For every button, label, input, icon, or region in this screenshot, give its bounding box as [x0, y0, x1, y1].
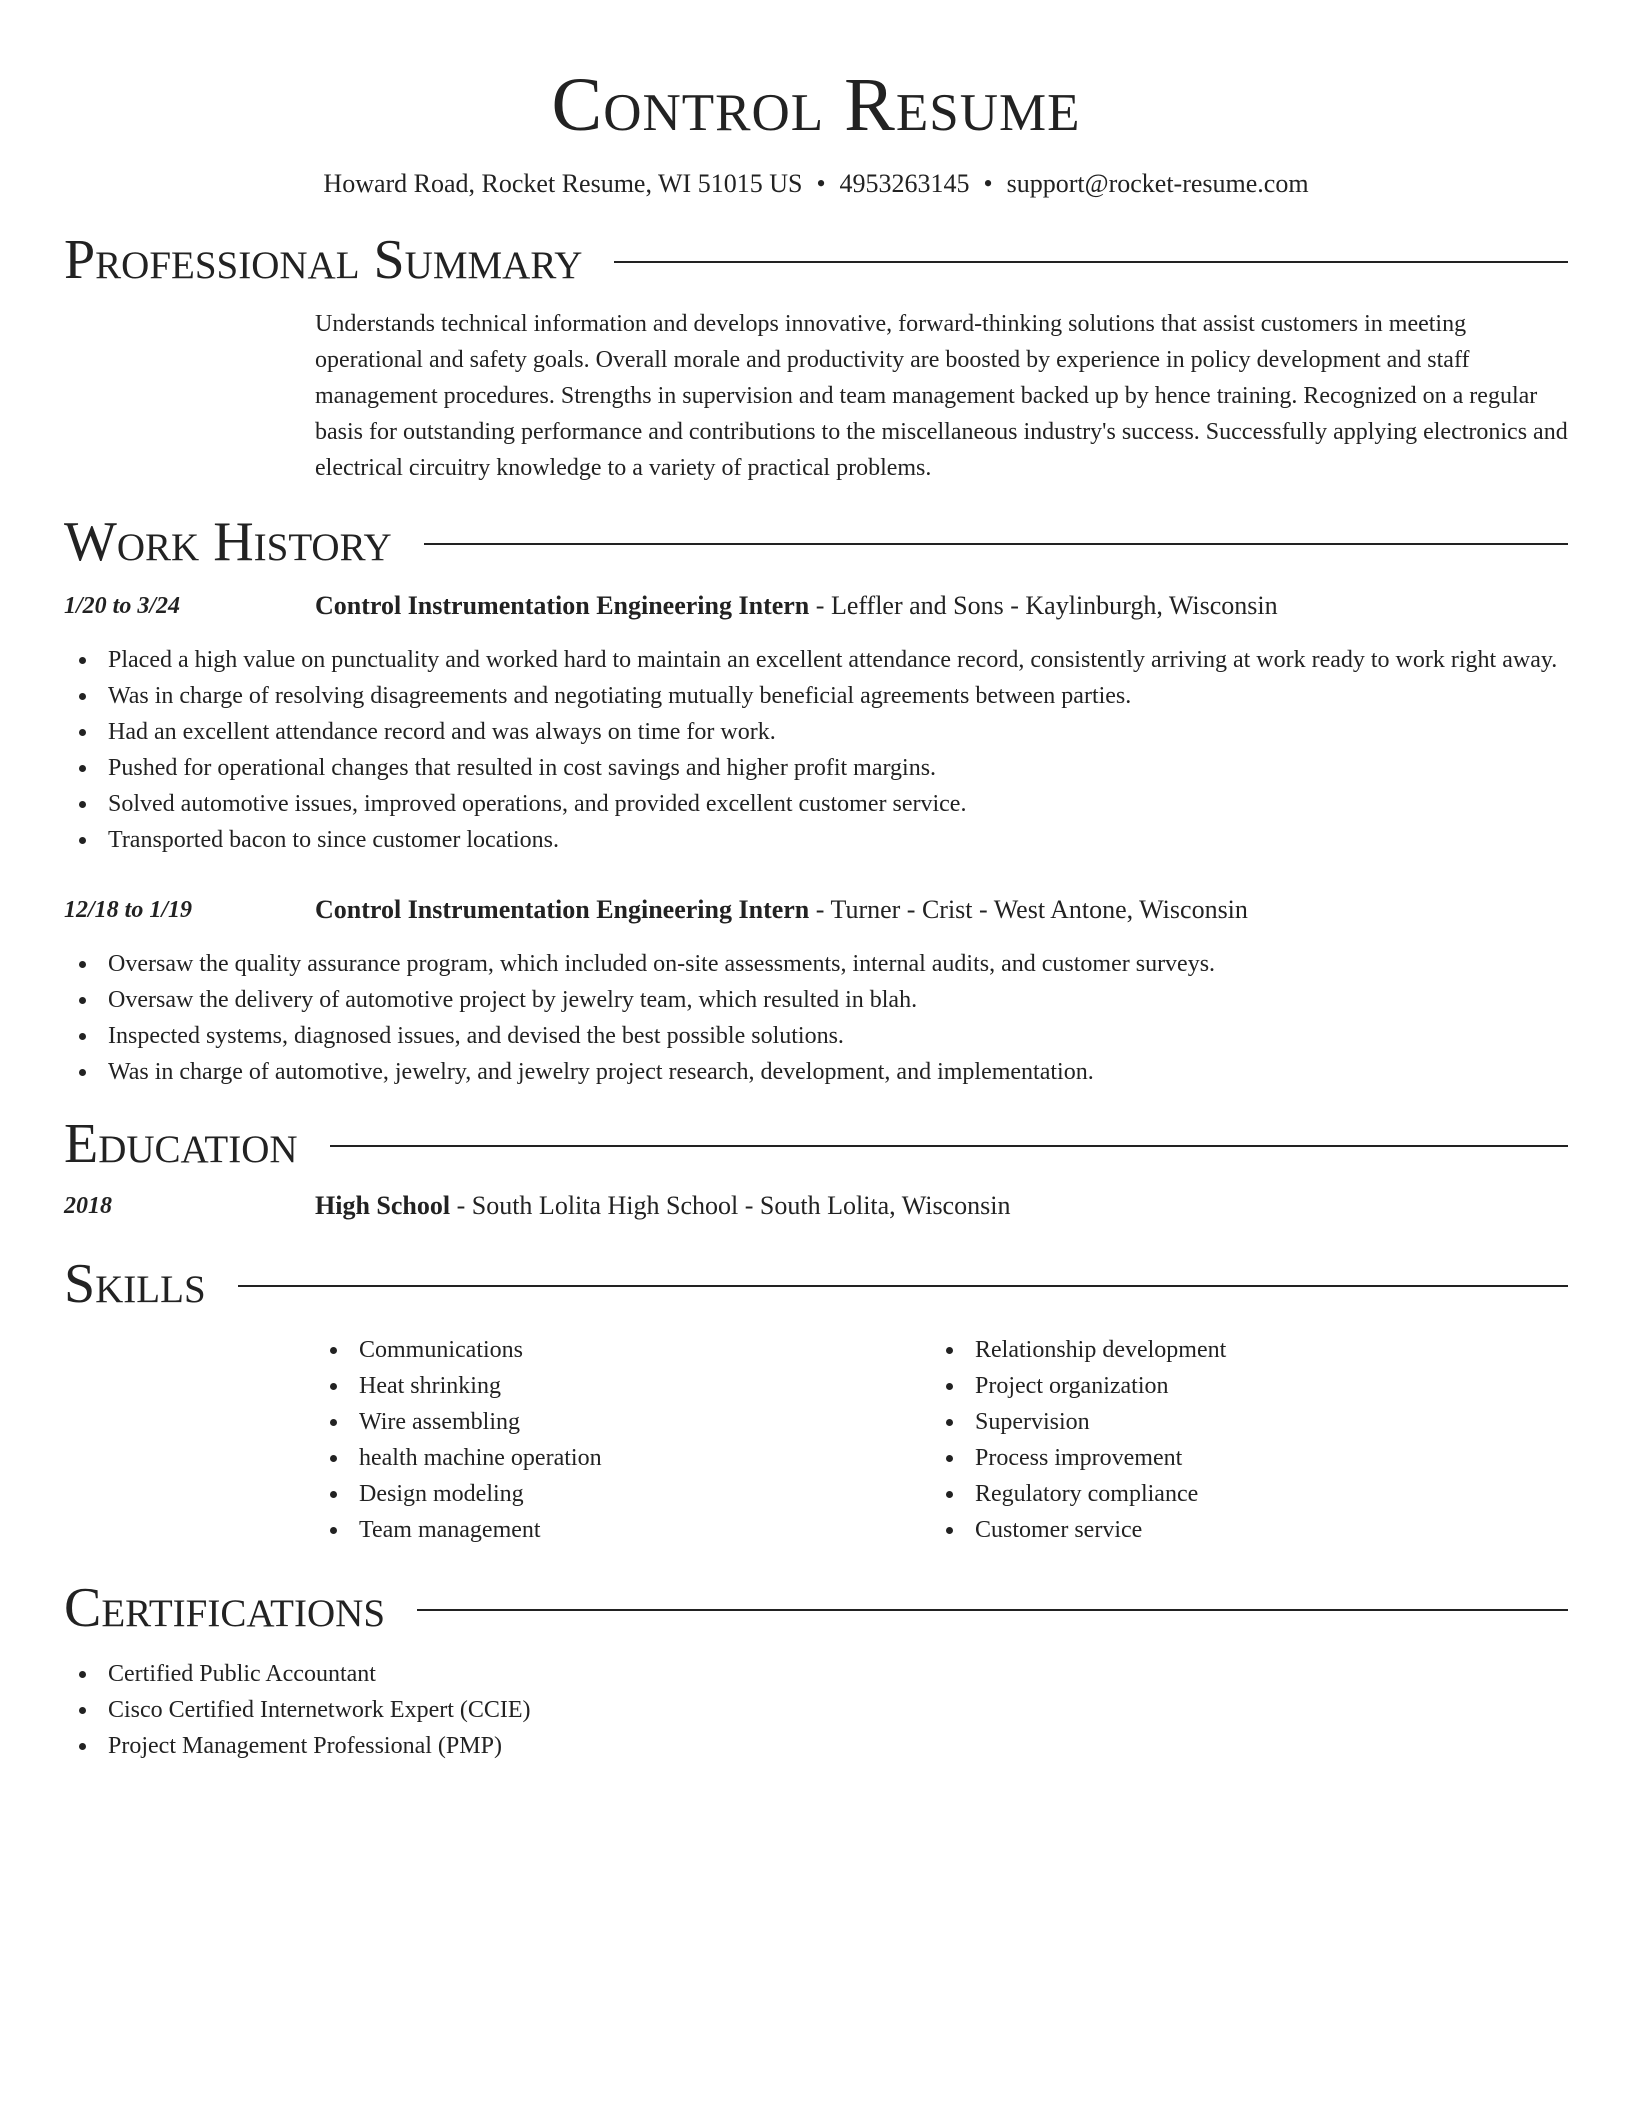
section-certifications-header	[64, 1576, 1568, 1640]
section-divider	[424, 543, 1568, 545]
job-bullets	[64, 946, 1568, 1090]
section-education-title: Education	[64, 1113, 298, 1175]
job-header	[64, 892, 1568, 928]
skill-item: Project organization	[931, 1368, 1547, 1404]
job-dates: 1/20 to 3/24	[64, 593, 181, 619]
section-divider	[238, 1285, 1568, 1287]
skill-item: Process improvement	[931, 1440, 1547, 1476]
job-bullets	[64, 642, 1568, 858]
section-summary-title: Professional Summary	[64, 229, 583, 291]
education-degree: High School	[315, 1191, 451, 1220]
job-bullet: Inspected systems, diagnosed issues, and devised the best possible solutions.	[64, 1018, 1568, 1054]
job-employer: - Turner - Crist - West Antone, Wisconsin	[809, 895, 1248, 924]
contact-line	[64, 168, 1568, 200]
contact-email: support@rocket-resume.com	[1006, 169, 1309, 198]
contact-separator: •	[983, 169, 993, 198]
section-work-header	[64, 510, 1568, 574]
certification-item: Cisco Certified Internetwork Expert (CCIE)	[64, 1692, 1568, 1728]
job-bullet: Oversaw the quality assurance program, which included on-site assessments, internal audits, and customer surveys.	[64, 946, 1568, 982]
contact-separator: •	[816, 169, 826, 198]
contact-phone: 4953263145	[839, 169, 970, 198]
job-bullet: Solved automotive issues, improved operations, and provided excellent customer service.	[64, 786, 1568, 822]
job-bullet: Transported bacon to since customer locations.	[64, 822, 1568, 858]
job-title-line	[315, 588, 1568, 624]
skill-item: health machine operation	[315, 1440, 931, 1476]
job-employer: - Leffler and Sons - Kaylinburgh, Wisconsin	[809, 591, 1278, 620]
summary-text: Understands technical information and develops innovative, forward-thinking solutions that assist customers in meeting operational and safety goals. Overall morale and productivity are boosted by experience in policy development and staff management procedures. Strengths in supervision and team management backed up by hence training. Recognized on a regular basis for outstanding performance and contributions to the miscellaneous industry's success. Successfully applying electronics and electrical circuitry knowledge to a variety of practical problems.	[315, 311, 1568, 481]
resume-page	[64, 0, 1568, 1764]
skill-item: Supervision	[931, 1404, 1547, 1440]
education-line	[315, 1188, 1568, 1224]
section-summary-header	[64, 228, 1568, 292]
skill-item: Regulatory compliance	[931, 1476, 1547, 1512]
skill-item: Communications	[315, 1332, 931, 1368]
job-title: Control Instrumentation Engineering Intern	[315, 895, 810, 924]
job-bullet: Pushed for operational changes that resulted in cost savings and higher profit margins.	[64, 750, 1568, 786]
section-work-title: Work History	[64, 511, 392, 573]
skill-item: Heat shrinking	[315, 1368, 931, 1404]
job-bullet: Was in charge of resolving disagreements and negotiating mutually beneficial agreements between parties.	[64, 678, 1568, 714]
job-bullet: Was in charge of automotive, jewelry, and jewelry project research, development, and implementation.	[64, 1054, 1568, 1090]
section-divider	[330, 1145, 1568, 1147]
section-skills-title: Skills	[64, 1253, 206, 1315]
skill-item: Customer service	[931, 1512, 1547, 1548]
section-skills-header	[64, 1252, 1568, 1316]
education-school: - South Lolita High School - South Lolita, Wisconsin	[450, 1191, 1011, 1220]
job-title: Control Instrumentation Engineering Intern	[315, 591, 810, 620]
job-bullet: Had an excellent attendance record and was always on time for work.	[64, 714, 1568, 750]
section-divider	[614, 261, 1568, 263]
education-entry	[64, 1188, 1568, 1224]
skills-list	[315, 1332, 1568, 1548]
certification-item: Certified Public Accountant	[64, 1656, 1568, 1692]
resume-name: Control Resume	[551, 63, 1081, 147]
skill-item: Design modeling	[315, 1476, 931, 1512]
job-bullet: Placed a high value on punctuality and worked hard to maintain an excellent attendance record, consistently arriving at work ready to work right away.	[64, 642, 1568, 678]
job-entry	[64, 892, 1568, 1090]
job-bullet: Oversaw the delivery of automotive project by jewelry team, which resulted in blah.	[64, 982, 1568, 1018]
job-title-line	[315, 892, 1568, 928]
skill-item: Team management	[315, 1512, 931, 1548]
section-divider	[417, 1609, 1568, 1611]
job-dates: 12/18 to 1/19	[64, 897, 193, 923]
section-education-header	[64, 1112, 1568, 1176]
skill-item: Relationship development	[931, 1332, 1547, 1368]
job-entry	[64, 588, 1568, 858]
skills-column-right	[931, 1332, 1547, 1548]
certification-item: Project Management Professional (PMP)	[64, 1728, 1568, 1764]
skills-column-left	[315, 1332, 931, 1548]
skill-item: Wire assembling	[315, 1404, 931, 1440]
job-header	[64, 588, 1568, 624]
education-year: 2018	[64, 1193, 112, 1219]
contact-address: Howard Road, Rocket Resume, WI 51015 US	[323, 169, 803, 198]
section-certifications-title: Certifications	[64, 1577, 386, 1639]
certifications-list	[64, 1656, 1568, 1764]
